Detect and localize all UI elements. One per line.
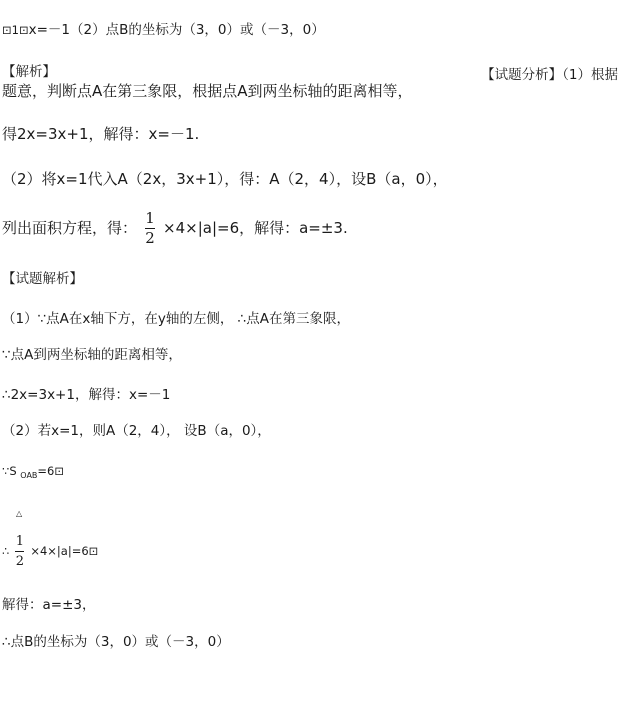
area-equation-before: 列出面积方程，得： (2, 219, 138, 237)
triangle-symbol: △ (16, 509, 23, 518)
answer-text: x=－1（2）点B的坐标为（3，0）或（－3，0） (28, 22, 325, 38)
solution-line-3: ∴2x=3x+1，解得：x=－1 (2, 387, 171, 403)
analysis-right-heading: 【试题分析】（1）根据 (481, 67, 618, 83)
fraction-denominator: 2 (15, 554, 24, 569)
area-calc-prefix: ∴ (2, 544, 10, 558)
solution-line-1: （1）∵点A在x轴下方，在y轴的左侧， ∴点A在第三象限， (2, 311, 351, 327)
fraction-one-half-calc (15, 533, 24, 570)
area-equation-line (2, 210, 348, 247)
fraction-one-half (145, 210, 155, 247)
fraction-denominator: 2 (145, 229, 155, 247)
solution-heading: 【试题解析】 (2, 271, 83, 287)
fraction-numerator: 1 (15, 534, 24, 549)
analysis-heading: 【解析】 (2, 64, 56, 80)
fraction-bar (15, 551, 24, 552)
final-answer-line: ∴点B的坐标为（3，0）或（－3，0） (2, 634, 230, 650)
area-given-line (2, 462, 64, 485)
area-given-prefix: ∵S (2, 464, 17, 478)
fraction-numerator: 1 (145, 209, 155, 227)
area-equation-after: ×4×|a|=6，解得：a=±3. (163, 219, 348, 237)
placeholder-glyph: ⊡1⊡ (2, 23, 29, 37)
area-calc-after: ×4×|a|=6⊡ (30, 544, 99, 558)
analysis-line-1: 题意，判断点A在第三象限，根据点A到两坐标轴的距离相等， (2, 82, 413, 100)
result-line: 解得：a=±3， (2, 597, 96, 613)
solution-line-2: ∵点A到两坐标轴的距离相等， (2, 347, 182, 363)
analysis-line-2: 得2x=3x+1，解得：x=－1. (2, 125, 200, 143)
area-given-suffix: =6⊡ (37, 464, 64, 478)
solution-line-4: （2）若x=1，则A（2，4）， 设B（a，0）， (2, 423, 271, 439)
area-given-subscript: OAB (20, 471, 38, 480)
analysis-line-3: （2）将x=1代入A（2x，3x+1），得：A（2，4），设B（a，0）， (2, 170, 448, 188)
area-calc-line (2, 533, 98, 570)
answer-line (2, 21, 325, 39)
